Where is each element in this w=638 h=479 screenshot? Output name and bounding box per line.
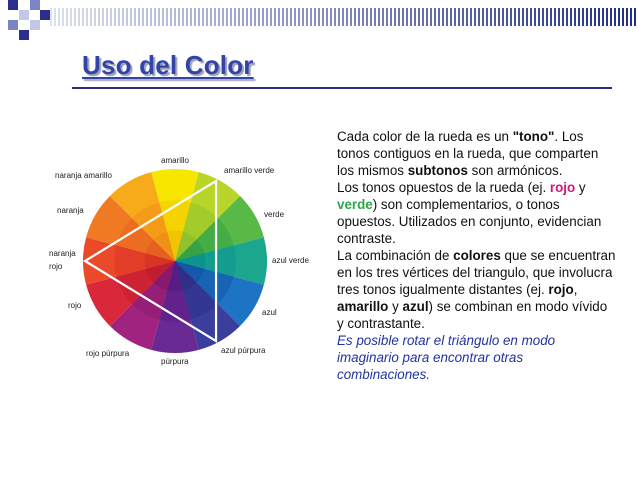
label-rojo: rojo bbox=[68, 301, 82, 310]
slide-title: Uso del Color bbox=[82, 50, 254, 80]
label-amarillo-verde: amarillo verde bbox=[224, 166, 275, 175]
label-purpura: púrpura bbox=[161, 357, 189, 366]
label-verde: verde bbox=[264, 210, 285, 219]
label-rojo-purpura: rojo púrpura bbox=[86, 349, 130, 358]
corner-square bbox=[30, 20, 40, 30]
header-stripe-band bbox=[50, 8, 638, 26]
label-naranja-amarillo: naranja amarillo bbox=[55, 171, 112, 180]
paragraph-tono: Cada color de la rueda es un "tono". Los tonos contiguos en la rueda, que comparten los mismos subtonos son armónicos. bbox=[337, 129, 599, 178]
color-wheel-segments bbox=[83, 169, 267, 353]
color-wheel bbox=[40, 148, 310, 378]
corner-square bbox=[8, 20, 18, 30]
paragraph-triangulo: La combinación de colores que se encuentran en los tres vértices del triangulo, que involucra tres tonos igualmente distantes (ej. rojo, amarillo y azul) se combinan en modo vívido y contrastante. bbox=[337, 248, 616, 331]
label-naranja: naranja bbox=[57, 206, 84, 215]
label-azul-purpura: azul púrpura bbox=[221, 346, 266, 355]
note-rotar-triangulo: Es posible rotar el triángulo en modo imaginario para encontrar otras combinaciones. bbox=[337, 333, 556, 382]
label-amarillo: amarillo bbox=[161, 156, 190, 165]
corner-square bbox=[19, 30, 29, 40]
title-divider bbox=[72, 87, 612, 89]
label-naranja-rojo-line1: naranja bbox=[49, 249, 76, 258]
label-naranja-rojo-line2: rojo bbox=[49, 262, 63, 271]
corner-square bbox=[19, 10, 29, 20]
label-azul: azul bbox=[262, 308, 277, 317]
label-azul-verde: azul verde bbox=[272, 256, 309, 265]
corner-square bbox=[40, 10, 50, 20]
corner-square bbox=[8, 0, 18, 10]
paragraph-complementarios: Los tonos opuestos de la rueda (ej. rojo y verde) son complementarios, o tonos opuestos. Utilizados en conjunto, evidencian contraste. bbox=[337, 180, 602, 246]
description-text bbox=[337, 128, 617, 383]
corner-square bbox=[30, 0, 40, 10]
